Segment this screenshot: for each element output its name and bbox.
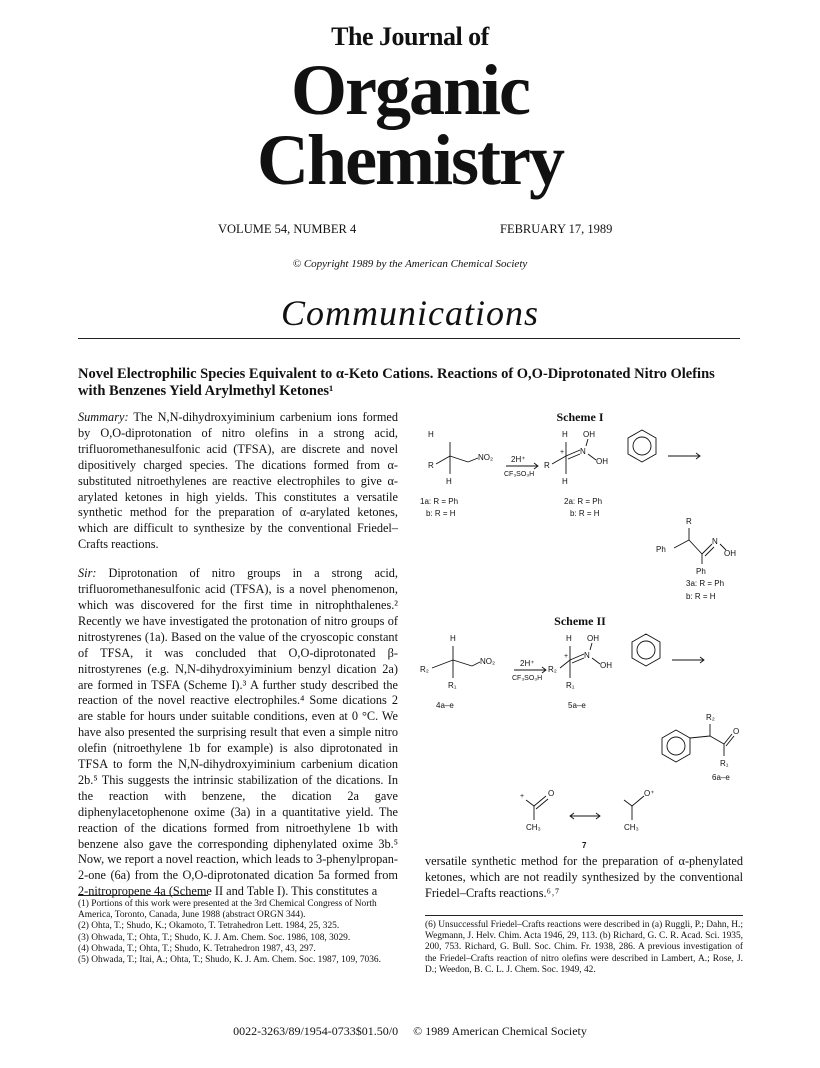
summary-paragraph	[78, 410, 398, 553]
volume-number: VOLUME 54, NUMBER 4	[218, 222, 357, 236]
benzene-ring-icon	[637, 641, 655, 659]
footnote-6: (6) Unsuccessful Friedel–Crafts reactions were described in (a) Ruggli, P.; Dahn, H.; Wegmann, J. Helv. Chim. Acta 1946, 29, 113. (b) Richard, G. C. R. Acad. Sci. 1935, 200, 753. Richard, G. Bull. Soc. Chim. Fr. 1938, 286. A previous investigation of the Friedel–Crafts reaction of nitro olefins were described in Lambert, A.; Rose, J. D.; Weedon, B. C. L. J. Chem. Soc. 1949, 42.	[425, 920, 743, 975]
benzene-icon	[632, 634, 660, 666]
atom-h: H	[446, 477, 452, 486]
bond	[453, 660, 472, 666]
article-title: Novel Electrophilic Species Equivalent to α-Keto Cations. Reactions of O,O-Diprotonated Nitro Olefins with Benzenes Yield Arylmethyl Ketones¹	[78, 366, 715, 399]
bond	[726, 736, 734, 746]
footnote-rule-right	[425, 915, 743, 916]
charge-plus: +	[560, 449, 565, 456]
benzene-icon	[628, 430, 656, 462]
compound-6: 6a–e	[712, 773, 730, 782]
atom-oh: OH	[724, 549, 736, 558]
bond	[468, 458, 478, 462]
compound-7: 7	[582, 841, 587, 850]
body-continuation: versatile synthetic method for the preparation of α-phenylated ketones, which are not readily synthesized by the conventional Friedel–Crafts reactions.⁶˒⁷	[425, 854, 743, 900]
atom-h: H	[566, 634, 572, 643]
footnotes-left	[78, 899, 400, 966]
atom-r2: R₂	[706, 713, 715, 722]
benzene-ring-icon	[667, 737, 685, 755]
atom-oh: OH	[583, 430, 595, 439]
scheme-1-label: Scheme I	[556, 410, 604, 424]
atom-n: N	[584, 651, 590, 660]
atom-r2: R₂	[548, 665, 557, 674]
bond	[632, 796, 644, 806]
atom-r2: R₂	[420, 665, 429, 674]
journal-title-line3: Chemistry	[257, 120, 563, 200]
reagent-2h: 2H⁺	[511, 455, 526, 464]
atom-ph: Ph	[656, 545, 666, 554]
bond	[588, 454, 596, 460]
footer-copyright: © 1989 American Chemical Society	[413, 1024, 587, 1038]
atom-r1: R₁	[720, 759, 729, 768]
bond	[586, 439, 588, 446]
atom-ch3: CH₃	[624, 823, 639, 832]
compound-2a: 2a: R = Ph	[564, 497, 603, 506]
atom-n: N	[580, 447, 586, 456]
bond	[724, 734, 732, 744]
bond	[674, 540, 689, 548]
atom-oh: OH	[587, 634, 599, 643]
bond	[592, 658, 600, 664]
footnote-5: (5) Ohwada, T.; Itai, A.; Ohta, T.; Shudo, K. J. Am. Chem. Soc. 1987, 109, 7036.	[78, 955, 381, 966]
atom-no2: NO₂	[480, 657, 496, 666]
scheme-2-label: Scheme II	[554, 614, 606, 628]
bond	[624, 800, 632, 806]
reagent-tfsa: CF₃SO₃H	[504, 471, 535, 478]
atom-ph: Ph	[696, 567, 706, 576]
compound-5: 5a–e	[568, 701, 586, 710]
copyright-line: © Copyright 1989 by the American Chemical Society	[292, 258, 528, 270]
benzene-ring-icon	[633, 437, 651, 455]
issue-date: FEBRUARY 17, 1989	[500, 222, 613, 236]
atom-n: N	[712, 537, 718, 546]
atom-h: H	[562, 477, 568, 486]
footer-code: 0022-3263/89/1954-0733$01.50/0	[233, 1024, 399, 1038]
bond	[690, 736, 710, 738]
summary-text: The N,N-dihydroxyiminium carbenium ions formed by O,O-diprotonation of nitro olefins in a strong acid, trifluoromethanesulfonic acid (TFSA), are discrete and novel dipositively charged species. The dications formed from α-substituted nitroethylenes are reactive electrophiles to give α-arylated ketones in high yields. This constitutes a versatile synthetic method for the preparation of α-arylated ketones, which are difficult to synthesize by the conventional Friedel–Crafts reactions.	[78, 410, 398, 552]
scheme-1-label-3b	[682, 589, 742, 603]
bond	[702, 544, 712, 554]
right-column-text	[425, 854, 743, 902]
compound-1a: 1a: R = Ph	[420, 497, 459, 506]
scheme-2-diagram	[420, 628, 745, 858]
footnote-1: (1) Portions of this work were presented at the 3rd Chemical Congress of North America, Toronto, Canada, June 1988 (abstract ORGN 344).	[78, 899, 377, 921]
reagent-tfsa: CF₃SO₃H	[512, 675, 543, 682]
reagent-2h: 2H⁺	[520, 659, 535, 668]
atom-oh: OH	[600, 661, 612, 670]
scheme-1-diagram	[420, 424, 745, 594]
benzene-icon	[662, 730, 690, 762]
left-column	[78, 410, 398, 900]
atom-r: R	[428, 461, 434, 470]
body-text: Diprotonation of nitro groups in a strong acid, trifluoromethanesulfonic acid (TFSA), is a novel phenomenon, which was discovered for the first time in nitrophthalenes.² Recently we have investigated the protonation of nitro groups of nitrostyrenes (1a). Based on the value of the cryoscopic constant of TFSA, it was concluded that O,O-diprotonated β-nitrostyrenes (e.g. N,N-dihydroxyiminium benzyl dication 2a) are formed in TSFA (Scheme I).³ A further study described the reaction of the novel reactive electrophiles.⁴ Some dications 2 are stable for hours under suitable conditions, even at 0 °C. We have also presented the surprising result that even a simple nitro olefin (nitroethylene 1b for example) is also diprotonated in TFSA to form the N,N-dihydroxyiminium carbenium dication 2b.⁵ This suggests the intrinsic stabilization of the dications. In the reaction with benzene, the dication 2a gave diphenylacetophenone oxime (3a) in a quantitative yield. The reaction of the dications formed from nitroethylene 1b with benzene also gave the corresponding diphenylated oxime 3b.⁵ Now, we report a novel reaction, which leads to 3-phenylpropan-2-one (6a) from the O,O-diprotonated dication 5a formed from 2-nitropropene 4a (Scheme II and Table I). This constitutes a	[78, 566, 398, 899]
bond	[436, 442, 450, 464]
atom-ch3: CH₃	[526, 823, 541, 832]
footnotes-right	[425, 920, 743, 976]
compound-1b: b: R = H	[426, 509, 456, 518]
atom-r: R	[686, 517, 692, 526]
charge-plus: +	[564, 653, 569, 660]
footnote-rule-left	[78, 895, 208, 896]
bond	[526, 800, 534, 806]
bond	[689, 540, 702, 554]
atom-o-plus: O⁺	[644, 789, 655, 798]
atom-r1: R₁	[566, 681, 575, 690]
atom-r1: R₁	[448, 681, 457, 690]
section-rule	[78, 338, 740, 339]
body-paragraph	[78, 566, 398, 900]
bond	[536, 799, 548, 809]
section-heading: Communications	[280, 293, 539, 333]
atom-o: O	[733, 727, 740, 736]
bond	[472, 662, 480, 666]
charge-plus: +	[520, 793, 525, 800]
atom-r: R	[544, 461, 550, 470]
bond	[590, 643, 592, 650]
page-footer	[0, 1024, 820, 1039]
journal-title-line2: Organic	[291, 50, 529, 130]
atom-h: H	[428, 430, 434, 439]
bond	[450, 456, 468, 462]
atom-h: H	[562, 430, 568, 439]
bond	[705, 547, 714, 556]
footnote-3: (3) Ohwada, T.; Ohta, T.; Shudo, K. J. Am. Chem. Soc. 1986, 108, 3029.	[78, 932, 351, 943]
footnote-2: (2) Ohta, T.; Shudo, K.; Okamoto, T. Tetrahedron Lett. 1984, 25, 325.	[78, 921, 340, 932]
bond	[534, 796, 546, 806]
atom-no2: NO₂	[478, 453, 494, 462]
compound-2b: b: R = H	[570, 509, 600, 518]
summary-label: Summary:	[78, 410, 129, 424]
atom-oh: OH	[596, 457, 608, 466]
journal-title-line1: The Journal of	[331, 22, 489, 51]
footnote-4: (4) Ohwada, T.; Ohta, T.; Shudo, K. Tetrahedron 1987, 43, 297.	[78, 943, 316, 954]
sir-label: Sir:	[78, 566, 97, 581]
bond	[710, 736, 724, 744]
atom-o: O	[548, 789, 555, 798]
compound-3b: b: R = H	[686, 592, 716, 601]
compound-4: 4a–e	[436, 701, 454, 710]
bond	[432, 646, 453, 668]
compound-3a: 3a: R = Ph	[686, 579, 725, 588]
atom-h: H	[450, 634, 456, 643]
